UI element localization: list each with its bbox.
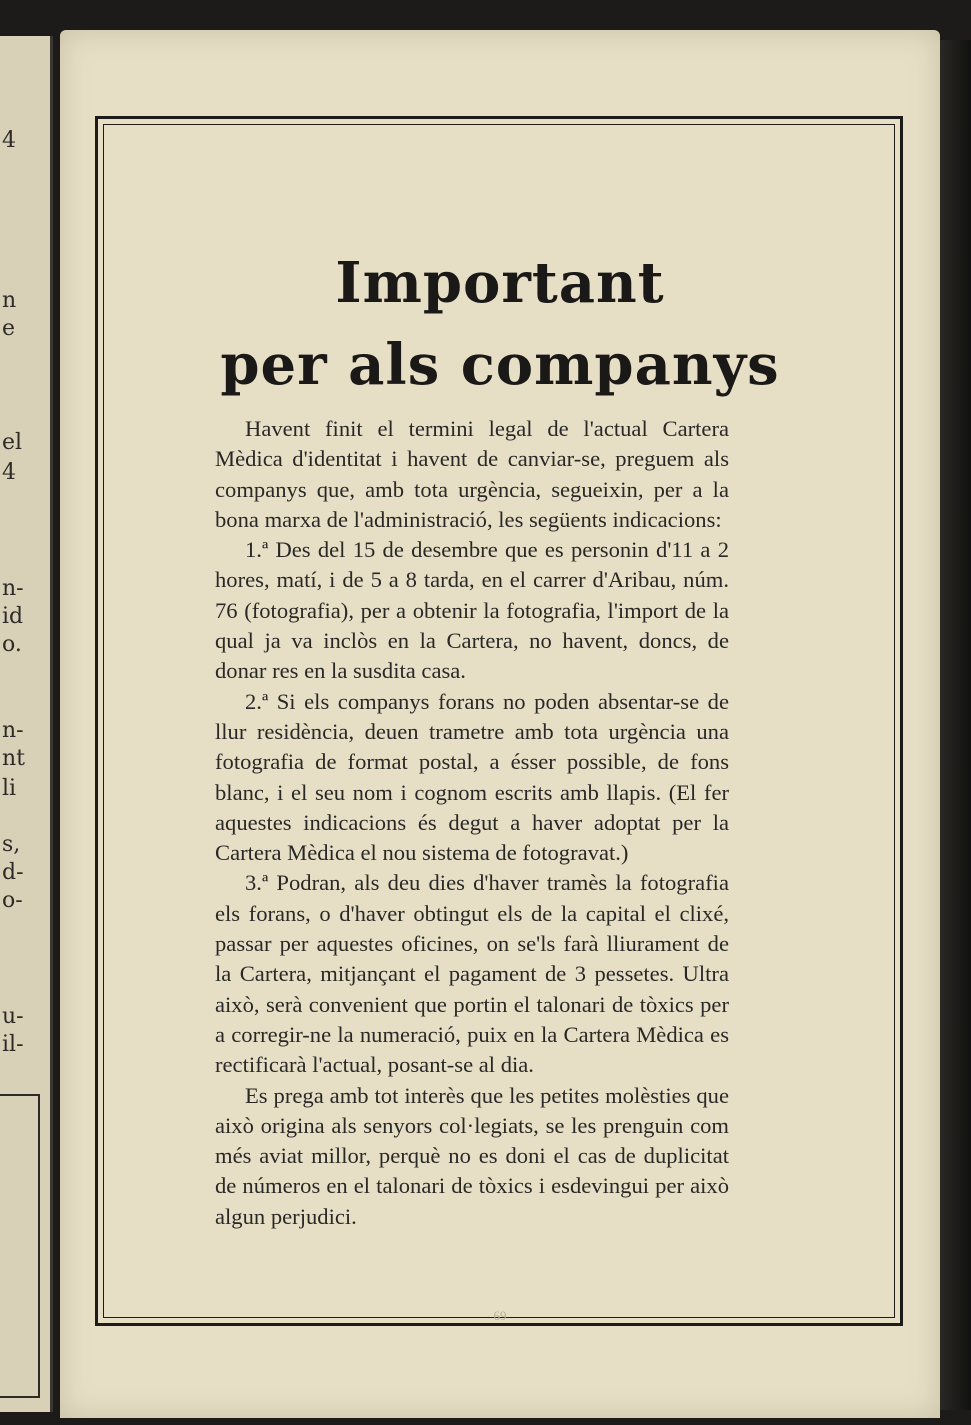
left-fragment: n-: [2, 576, 24, 601]
book-spine: [940, 40, 971, 1410]
left-fragment: li: [2, 776, 17, 801]
left-page-box: [0, 1094, 40, 1398]
intro-paragraph: Havent finit el termini legal de l'actual Cartera Mèdica d'identitat i havent de canviar-se, preguem als companys que, amb tota urgència, segueixin, per a la bona marxa de l'administració, les següents indicacions:: [215, 416, 729, 532]
left-fragment: d-: [2, 860, 24, 885]
instruction-paragraph-3: 3.ª Podran, als deu dies d'haver tramès la fotografia els forans, o d'haver obtingut els de la capital el clixé, passar per aquestes oficines, on se'ls farà lliurament de la Cartera, mitjançant el pagament de 3 pessetes. Ultra això, serà convenient que portin el talonari de tòxics per a corregir-ne la numeració, puix en la Cartera Mèdica es rectificarà l'actual, posant-se al dia.: [215, 870, 729, 1078]
instruction-paragraph-1: 1.ª Des del 15 de desembre que es personin d'11 a 2 hores, matí, i de 5 a 8 tarda, en el carrer d'Aribau, núm. 76 (fotografia), per a obtenir la fotografia, l'import de la qual ja va inclòs en la Cartera, no havent, doncs, de donar res en la susdita casa.: [215, 537, 729, 684]
left-fragment: o.: [2, 632, 22, 657]
left-fragment: el: [2, 430, 23, 455]
left-fragment: il-: [2, 1032, 24, 1057]
left-fragment: n-: [2, 718, 24, 743]
left-fragment: u-: [2, 1004, 24, 1029]
page-number: 69: [493, 1308, 507, 1323]
article-title-line-2: per als companys: [220, 332, 780, 398]
left-fragment: 4: [2, 460, 16, 485]
left-fragment: s,: [2, 832, 21, 857]
left-fragment: e: [2, 316, 16, 341]
instruction-paragraph-2: 2.ª Si els companys forans no poden absentar-se de llur residència, deuen trametre amb tota urgència una fotografia de format postal, a ésser possible, de fons blanc, i el seu nom i cognom escrits amb llapis. (El fer aquestes indicacions és degut a haver adoptat per la Cartera Mèdica el nou sistema de fotogravat.): [215, 688, 729, 866]
article-body: [215, 414, 729, 1232]
left-fragment: 4: [2, 128, 16, 153]
document-page: [60, 30, 940, 1418]
left-fragment: id: [2, 604, 24, 629]
article-title-line-1: Important: [335, 250, 665, 316]
left-page-edge: [0, 36, 53, 1412]
closing-paragraph: Es prega amb tot interès que les petites molèsties que això origina als senyors col·legiats, se les prenguin com més aviat millor, perquè no es doni el cas de duplicitat de números en el talonari de tòxics i esdevingui per això algun perjudici.: [215, 1082, 729, 1229]
left-fragment: nt: [2, 746, 26, 771]
left-fragment: n: [2, 288, 17, 313]
left-fragment: o-: [2, 888, 23, 913]
